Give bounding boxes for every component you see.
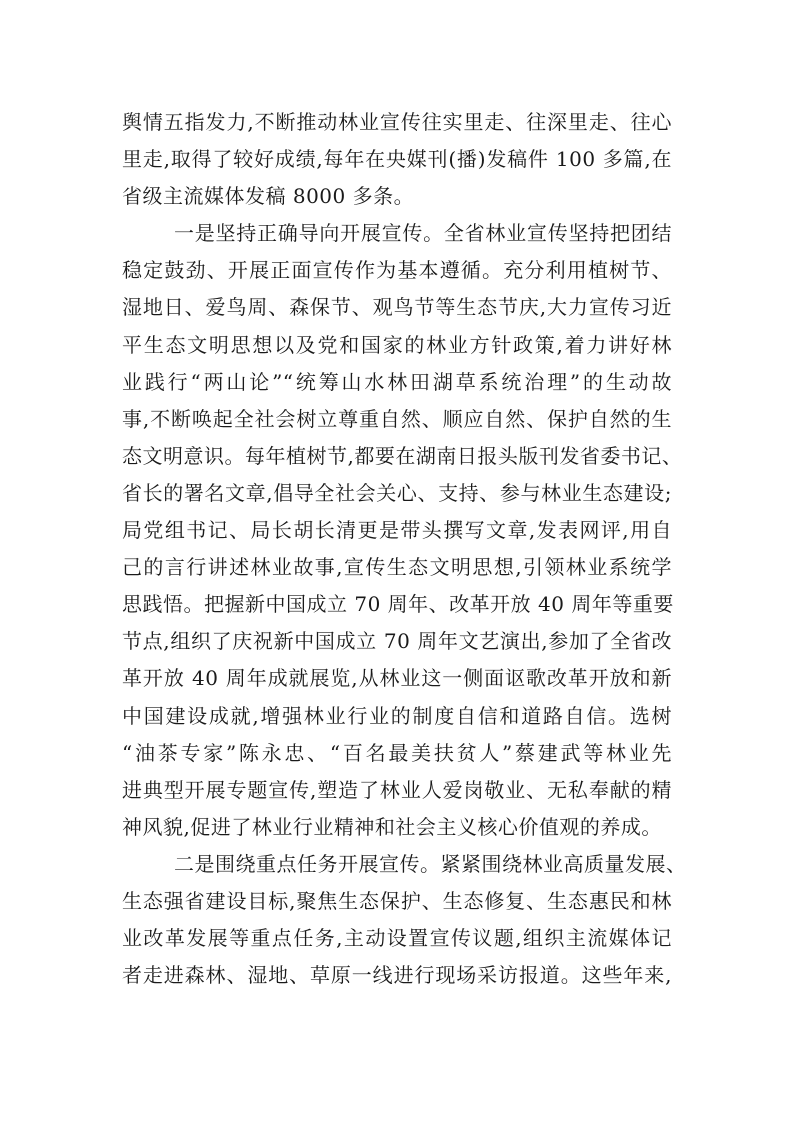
text-line: 己的言行讲述林业故事,宣传生态文明思想,引领林业系统学 — [122, 555, 672, 580]
text-line: 舆情五指发力,不断推动林业宣传往实里走、往深里走、往心 — [122, 110, 672, 134]
text-line: 一是坚持正确导向开展宣传。全省林业宣传坚持把团结 — [174, 221, 672, 246]
text-line: 生态强省建设目标,聚焦生态保护、生态修复、生态惠民和林 — [122, 888, 672, 913]
text-line: 思践悟。把握新中国成立 70 周年、改革开放 40 周年等重要 — [122, 592, 674, 617]
text-line: 局党组书记、局长胡长清更是带头撰写文章,发表网评,用自 — [122, 518, 672, 543]
paragraph-key-tasks — [122, 846, 687, 994]
text-line: 进典型开展专题宣传,塑造了林业人爱岗敬业、无私奉献的精 — [122, 777, 672, 802]
paragraph-correct-orientation — [122, 215, 683, 846]
text-line: 稳定鼓劲、开展正面宣传作为基本遵循。充分利用植树节、 — [122, 258, 672, 283]
text-line: 神风貌,促进了林业行业精神和社会主义核心价值观的养成。 — [122, 814, 662, 839]
text-line: 二是围绕重点任务开展宣传。紧紧围绕林业高质量发展、 — [174, 851, 687, 876]
text-line: 事,不断唤起全社会树立尊重自然、顺应自然、保护自然的生 — [122, 406, 672, 431]
text-line: 省级主流媒体发稿 8000 多条。 — [122, 184, 415, 209]
text-line: 中国建设成就,增强林业行业的制度自信和道路自信。选树 — [122, 703, 672, 728]
text-line: 省长的署名文章,倡导全社会关心、支持、参与林业生态建设; — [122, 480, 672, 505]
text-line: 平生态文明思想以及党和国家的林业方针政策,着力讲好林 — [122, 332, 672, 357]
text-line: 革开放 40 周年成就展览,从林业这一侧面讴歌改革开放和新 — [122, 666, 672, 691]
paragraph-intro-continuation — [122, 104, 672, 215]
text-line: 者走进森林、湿地、草原一线进行现场采访报道。这些年来, — [122, 963, 672, 988]
text-line: 里走,取得了较好成绩,每年在央媒刊(播)发稿件 100 多篇,在 — [122, 147, 672, 172]
document-page — [122, 104, 687, 994]
text-line: “油茶专家”陈永忠、“百名最美扶贫人”蔡建武等林业先 — [122, 740, 672, 765]
text-line: 态文明意识。每年植树节,都要在湖南日报头版刊发省委书记、 — [122, 443, 683, 468]
text-line: 业改革发展等重点任务,主动设置宣传议题,组织主流媒体记 — [122, 926, 672, 951]
text-line: 业践行“两山论”“统筹山水林田湖草系统治理”的生动故 — [122, 369, 672, 394]
text-line: 湿地日、爱鸟周、森保节、观鸟节等生态节庆,大力宣传习近 — [122, 295, 672, 320]
text-line: 节点,组织了庆祝新中国成立 70 周年文艺演出,参加了全省改 — [122, 629, 672, 654]
